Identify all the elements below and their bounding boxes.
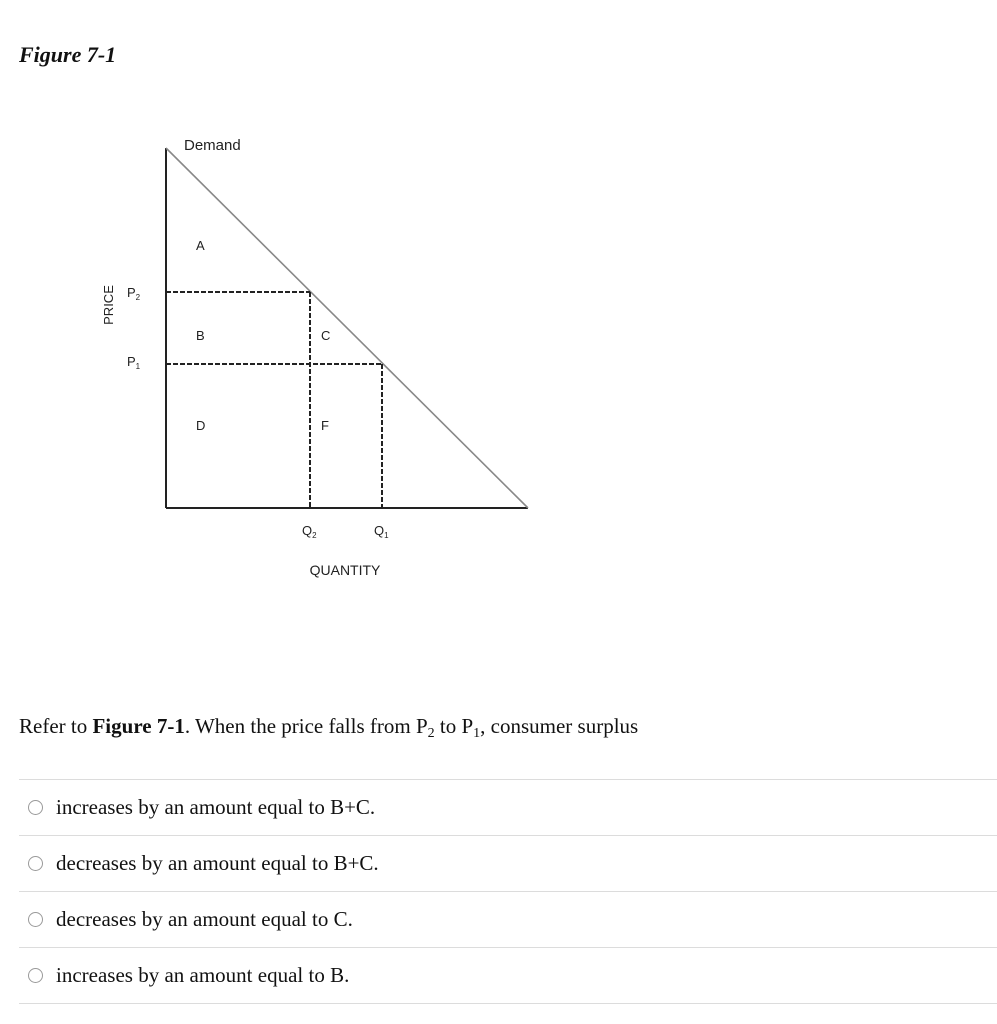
subscript-2: 2 — [427, 726, 435, 741]
area-d-label: D — [196, 418, 206, 433]
area-f-label: F — [321, 418, 329, 433]
radio-button[interactable] — [28, 968, 43, 983]
answer-option[interactable] — [19, 836, 997, 892]
q2-label: $Q_2$ — [302, 523, 317, 540]
demand-curve — [166, 148, 528, 508]
area-c-label: C — [321, 328, 331, 343]
radio-button[interactable] — [28, 912, 43, 927]
answer-option[interactable] — [19, 948, 997, 1004]
subscript-1: 1 — [473, 726, 481, 741]
answer-option-label: decreases by an amount equal to B+C. — [56, 851, 379, 875]
question-suffix: , consumer surplus — [480, 714, 639, 738]
p2-label: $P_2$ — [127, 285, 141, 302]
radio-button[interactable] — [28, 800, 43, 815]
area-b-label: B — [196, 328, 205, 343]
figure-title: Figure 7-1 — [19, 42, 117, 67]
question-middle: . When the price falls from P — [184, 714, 428, 738]
figure-reference: Figure 7-1 — [92, 714, 185, 738]
answer-option[interactable] — [19, 780, 997, 836]
area-a-label: A — [196, 238, 205, 253]
answer-option-label: increases by an amount equal to B+C. — [56, 795, 376, 819]
answer-option-label: increases by an amount equal to B. — [56, 963, 350, 987]
answer-option[interactable] — [19, 892, 997, 948]
question-text — [19, 714, 638, 739]
question-prefix: Refer to — [19, 714, 93, 738]
price-axis-label: PRICE — [101, 285, 116, 325]
quantity-axis-label: QUANTITY — [309, 562, 381, 578]
q1-label: $Q_1$ — [374, 523, 389, 540]
demand-label: Demand — [184, 137, 241, 154]
radio-button[interactable] — [28, 856, 43, 871]
question-to: to P — [434, 714, 474, 738]
answer-options — [19, 779, 997, 1004]
p1-label: $P_1$ — [127, 354, 141, 371]
answer-option-label: decreases by an amount equal to C. — [56, 907, 353, 931]
